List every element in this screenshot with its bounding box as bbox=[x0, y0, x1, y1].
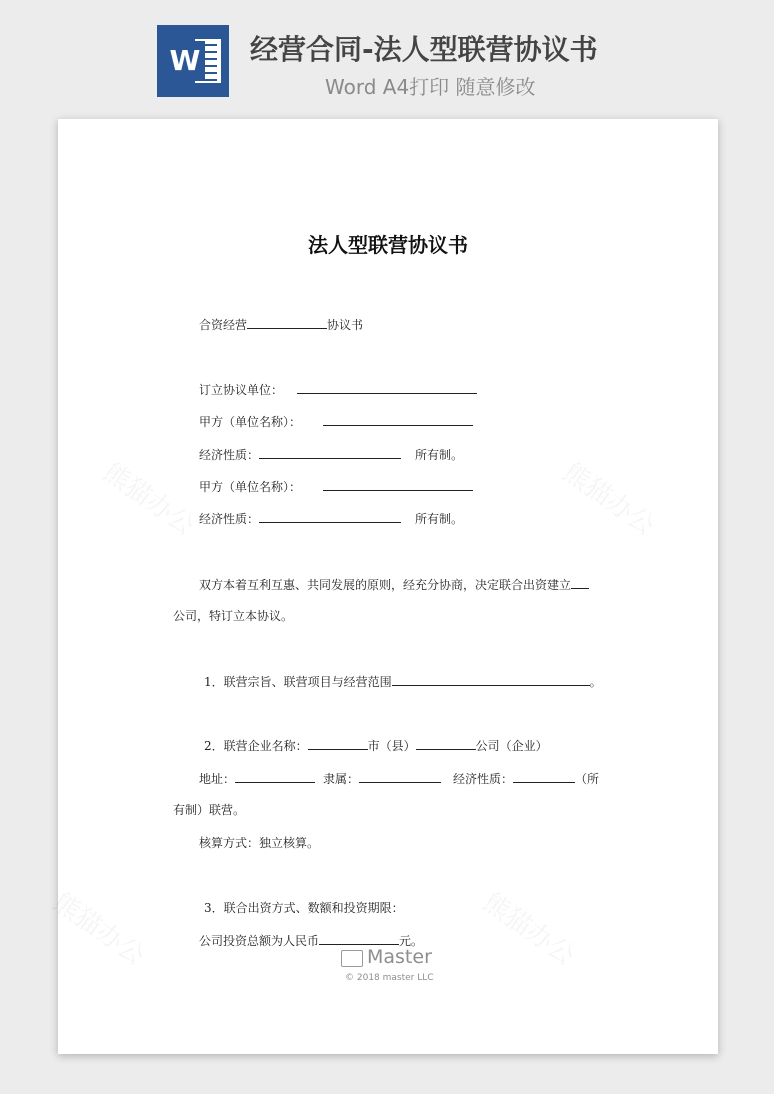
paragraph: 双方本着互利互惠、共同发展的原则，经充分协商，决定联合出资建立 bbox=[199, 576, 589, 593]
unit-line: 订立协议单位： bbox=[199, 381, 477, 398]
party-a-line: 甲方（单位名称）： bbox=[199, 478, 473, 495]
clause-2: 2．联营企业名称： 市（县） 公司（企业） bbox=[204, 739, 548, 753]
party-a-line: 甲方（单位名称）： bbox=[199, 413, 473, 430]
word-icon: W bbox=[157, 25, 229, 97]
watermark bbox=[477, 883, 583, 973]
watermark bbox=[557, 453, 663, 543]
page-title: 经营合同-法人型联营协议书 bbox=[250, 33, 598, 66]
document-page bbox=[58, 119, 718, 1054]
nature-line: 经济性质： 所有制。 bbox=[199, 512, 464, 526]
page-subtitle: Word A4打印 随意修改 bbox=[325, 75, 536, 99]
accounting-line: 核算方式：独立核算。 bbox=[199, 836, 320, 850]
address-line: 地址： 隶属： 经济性质： （所 bbox=[199, 772, 600, 786]
folder-icon bbox=[341, 950, 363, 967]
header bbox=[0, 0, 774, 112]
document-title: 法人型联营协议书 bbox=[308, 233, 468, 257]
clause-1: 1．联营宗旨、联营项目与经营范围 。 bbox=[204, 675, 602, 689]
paragraph: 有制）联营。 bbox=[173, 803, 246, 817]
nature-line: 经济性质： 所有制。 bbox=[199, 448, 464, 462]
paragraph: 公司，特订立本协议。 bbox=[173, 609, 294, 623]
master-logo: Master © 2018 master LLC bbox=[341, 947, 441, 987]
contract-heading-line: 合资经营 协议书 bbox=[199, 318, 364, 332]
watermark bbox=[97, 453, 203, 543]
investment-line: 公司投资总额为人民币 元。 bbox=[199, 934, 424, 948]
clause-3: 3．联合出资方式、数额和投资期限： bbox=[204, 901, 404, 915]
watermark bbox=[47, 883, 153, 973]
